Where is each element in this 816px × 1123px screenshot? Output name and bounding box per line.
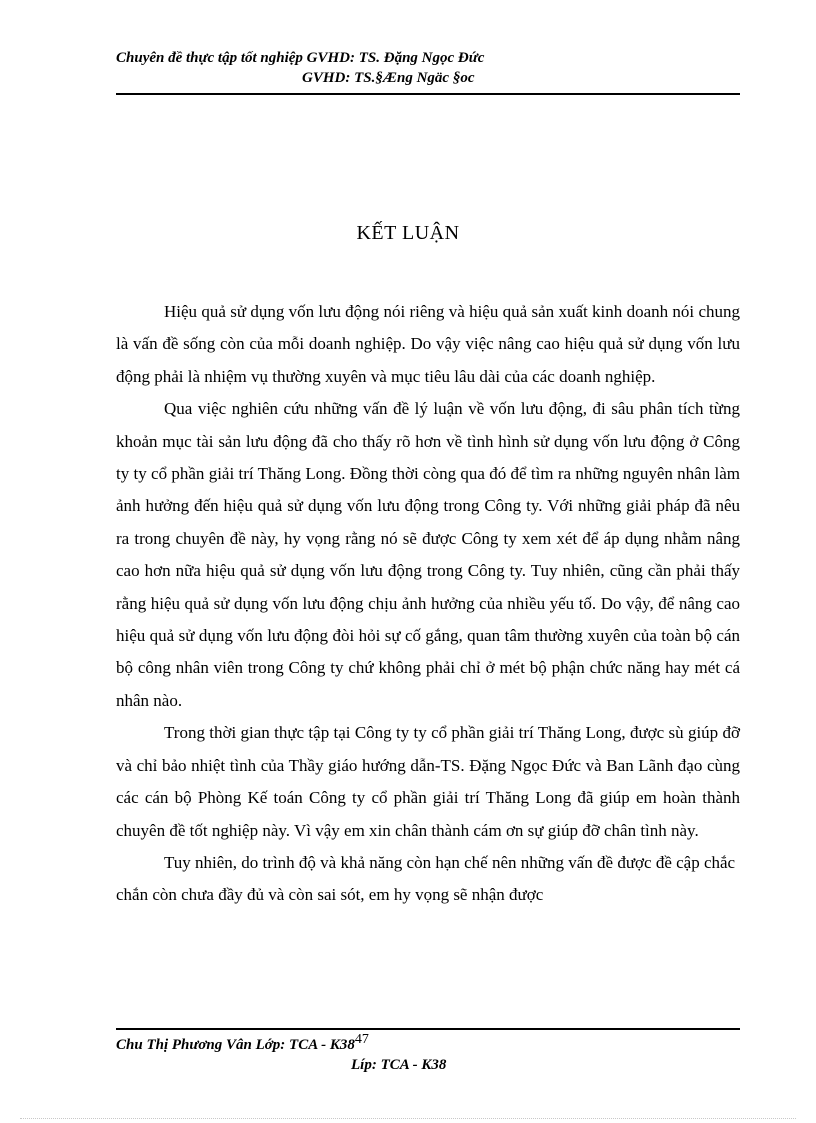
footer-line-1 <box>116 1030 740 1055</box>
page-footer <box>116 1030 740 1075</box>
page-bottom-border <box>20 1118 796 1119</box>
footer-author-class: Chu Thị Phương Vân Lớp: TCA - K38 <box>116 1037 355 1053</box>
header-line-1: Chuyên đề thực tập tốt nghiệp GVHD: TS. Đặng Ngọc Đức <box>116 50 485 66</box>
header-rule <box>116 93 740 95</box>
header-line-2: GVHD: TS.§Æng Ngäc §oc <box>302 70 475 86</box>
body-text <box>116 296 740 912</box>
paragraph-1: Hiệu quả sử dụng vốn lưu động nói riêng và hiệu quả sản xuất kinh doanh nói chung là vấn đề sống còn của mỗi doanh nghiệp. Do vậy việc nâng cao hiệu quả sử dụng vốn lưu động phải là nhiệm vụ thường xuyên và mục tiêu lâu dài của các doanh nghiệp. <box>116 302 740 386</box>
paragraph-3: Trong thời gian thực tập tại Công ty ty cổ phần giải trí Thăng Long, được sù giúp đỡ và chỉ bảo nhiệt tình của Thầy giáo hướng dẫn-TS. Đặng Ngọc Đức và Ban Lãnh đạo cùng các cán bộ Phòng Kế toán Công ty cổ phần giải trí Thăng Long đã giúp em hoàn thành chuyên đề tốt nghiệp này. Vì vậy em xin chân thành cám ơn sự giúp đỡ chân tình này. <box>116 723 740 840</box>
paragraph-2: Qua việc nghiên cứu những vấn đề lý luận về vốn lưu động, đi sâu phân tích từng khoản mục tài sản lưu động đã cho thấy rõ hơn về tình hình sử dụng vốn lưu động ở Công ty ty cổ phần giải trí Thăng Long. Đồng thời còng qua đó để tìm ra những nguyên nhân làm ảnh hưởng đến hiệu quả sử dụng vốn lưu động trong Công ty. Với những giải pháp đã nêu ra trong chuyên đề này, hy vọng rằng nó sẽ được Công ty xem xét để áp dụng nhằm nâng cao hơn nữa hiệu quả sử dụng vốn lưu động trong Công ty. Tuy nhiên, cũng cần phải thấy rằng hiệu quả sử dụng vốn lưu động chịu ảnh hưởng của nhiều yếu tố. Do vậy, để nâng cao hiệu quả sử dụng vốn lưu động đòi hỏi sự cố gắng, quan tâm thường xuyên của toàn bộ cán bộ công nhân viên trong Công ty chứ không phải chỉ ở mét bộ phận chức năng hay mét cá nhân nào. <box>116 399 740 710</box>
footer-line-2: Líp: TCA - K38 <box>351 1057 447 1073</box>
page-number: 47 <box>354 1032 369 1047</box>
paragraph-4: Tuy nhiên, do trình độ và khả năng còn hạn chế nên những vấn đề được đề cập chắc chắn còn chưa đầy đủ và còn sai sót, em hy vọng sẽ nhận được <box>116 852 736 905</box>
page-title: KẾT LUẬN <box>356 222 460 244</box>
page-header <box>116 48 740 88</box>
